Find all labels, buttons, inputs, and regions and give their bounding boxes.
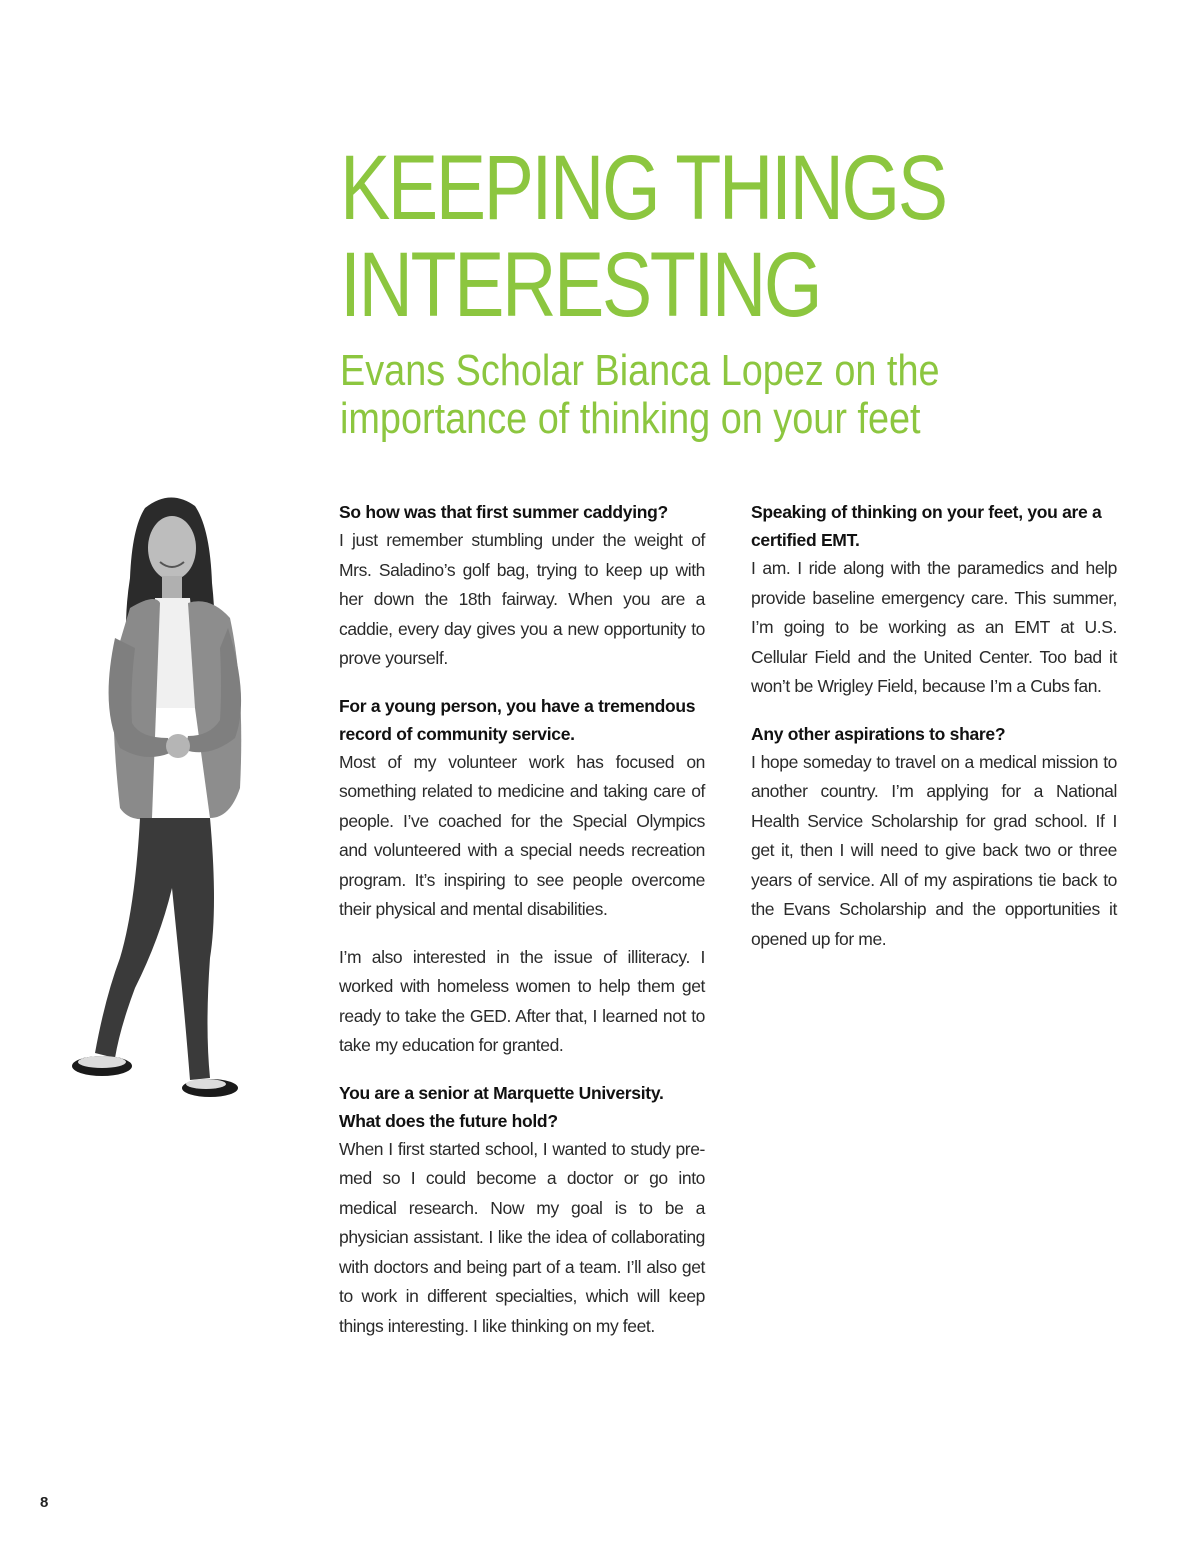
question-aspirations: Any other aspirations to share? — [751, 723, 1006, 744]
headline — [340, 137, 996, 336]
portrait-photo — [60, 488, 300, 1118]
answer-future: When I first started school, I wanted to study pre-med so I could become a doctor or go into medical research. Now my goal is to be a physician assistant. I like the idea of collaborating with doctors and being part of a team. I’ll also get to work in different specialties, which will keep things interesting. I like thinking on my feet. — [339, 1138, 705, 1336]
question-community-service: For a young person, you have a tremendous record of community service. — [339, 695, 696, 744]
answer-illiteracy: I’m also interested in the issue of illiteracy. I worked with homeless women to help them get ready to take the GED. After that, I learned not to take my education for granted. — [339, 946, 705, 1055]
headline-line-1: KEEPING THINGS — [340, 137, 946, 239]
subheadline — [340, 347, 1045, 443]
interview-column-left — [339, 498, 705, 1359]
question-emt: Speaking of thinking on your feet, you are a certified EMT. — [751, 502, 1102, 550]
answer-caddying: I just remember stumbling under the weight of Mrs. Saladino’s golf bag, trying to keep up with her down the 18th fairway. When you are a caddie, every day gives you a new opportunity to prove yourself. — [339, 530, 705, 668]
subheadline-line-2: importance of thinking on your feet — [340, 394, 921, 443]
headline-line-2: INTERESTING — [340, 234, 821, 336]
answer-community-service: Most of my volunteer work has focused on something related to medicine and taking care of people. I’ve coached for the Special Olympics and volunteered with a special needs recreation program. It’s inspiring to see people overcome their physical and mental disabilities. — [339, 751, 705, 919]
answer-aspirations: I hope someday to travel on a medical mission to another country. I’m applying for a National Health Service Scholarship for grad school. If I get it, then I will need to give back two or three years of service. All of my aspirations tie back to the Evans Scholarship and the opportunities it opened up for me. — [751, 751, 1117, 949]
interview-column-right — [751, 498, 1117, 972]
subheadline-line-1: Evans Scholar Bianca Lopez on the — [340, 346, 940, 395]
question-future: You are a senior at Marquette University. What does the future hold? — [339, 1082, 664, 1131]
page-number: 8 — [40, 1494, 49, 1511]
question-caddying: So how was that first summer caddying? — [339, 502, 668, 522]
answer-emt: I am. I ride along with the paramedics and help provide baseline emergency care. This summer, I’m going to be working as an EMT at U.S. Cellular Field and the United Center. Too bad it won’t be Wrigley Field, because I’m a Cubs fan. — [751, 558, 1117, 696]
